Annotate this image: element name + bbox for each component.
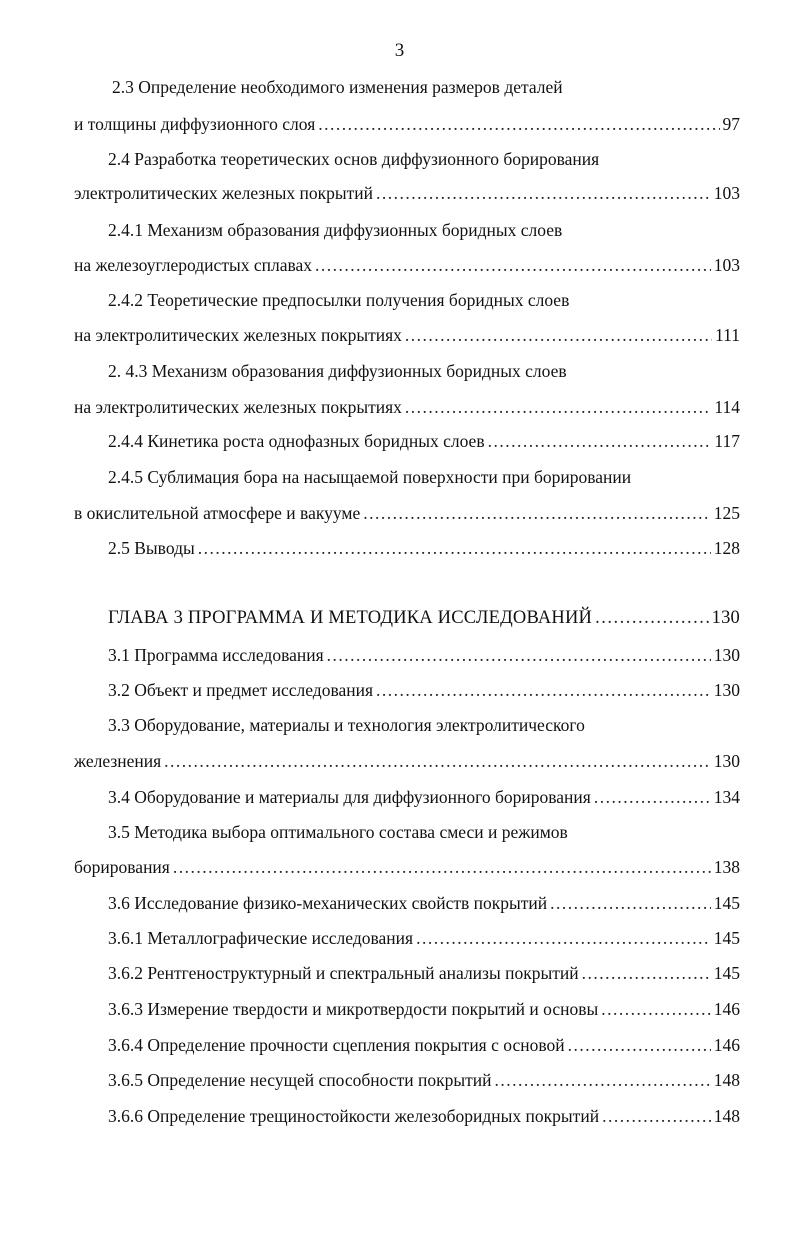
toc-entry-3-4-title: 3.4 Оборудование и материалы для диффузионного борирования (108, 787, 591, 807)
toc-entry-3-6-6-page: 148 (713, 1106, 740, 1126)
toc-entry-2-4-1-title: 2.4.1 Механизм образования диффузионных боридных слоев (108, 220, 563, 240)
toc-entry-2-4-5-line1 (108, 466, 740, 488)
page-number: 3 (394, 40, 405, 61)
toc-entry-3-6-2 (108, 962, 740, 984)
toc-entry-3-6-1-page: 145 (713, 928, 740, 948)
toc-entry-2-4-4 (108, 430, 740, 452)
toc-entry-2-4-1-page: 103 (713, 255, 740, 275)
toc-entry-2-3-line2 (74, 113, 740, 135)
toc-entry-3-1-page: 130 (713, 645, 740, 665)
toc-entry-3-6-3-page: 146 (713, 999, 740, 1019)
toc-entry-3-1 (108, 644, 740, 666)
toc-entry-2-4-4-title: 2.4.4 Кинетика роста однофазных боридных слоев (108, 431, 485, 451)
toc-entry-2-5 (108, 537, 740, 559)
toc-entry-2-4-5-title: 2.4.5 Сублимация бора на насыщаемой поверхности при борировании (108, 467, 632, 487)
toc-entry-2-4-5-title-cont: в окислительной атмосфере и вакууме (74, 503, 361, 523)
toc-entry-2-4-2-line2 (74, 324, 740, 346)
toc-entry-2-4-line1 (108, 148, 740, 170)
toc-entry-2-4-5-page: 125 (713, 503, 740, 523)
toc-entry-2-4-title: 2.4 Разработка теоретических основ диффузионного борирования (108, 149, 600, 169)
toc-entry-2-3-title: 2.3 Определение необходимого изменения размеров деталей (112, 77, 563, 97)
toc-entry-3-5-title-cont: борирования (74, 857, 170, 877)
dot-leader (405, 324, 712, 346)
toc-entry-2-5-title: 2.5 Выводы (108, 538, 195, 558)
dot-leader (363, 502, 711, 524)
dot-leader (198, 537, 711, 559)
toc-entry-2-4-1-title-cont: на железоуглеродистых сплавах (74, 255, 313, 275)
toc-entry-3-2-page: 130 (713, 680, 740, 700)
dot-leader (376, 182, 711, 204)
toc-entry-2-4-title-cont: электролитических железных покрытий (74, 183, 373, 203)
toc-entry-3-6-4-page: 146 (713, 1035, 740, 1055)
toc-entry-3-6-2-page: 145 (713, 963, 740, 983)
dot-leader (601, 998, 711, 1020)
toc-entry-2-5-page: 128 (713, 538, 740, 558)
toc-entry-2-4-3-title-cont: на электролитических железных покрытиях (74, 397, 402, 417)
toc-entry-3-2 (108, 679, 740, 701)
toc-entry-3-6-page: 145 (713, 893, 740, 913)
toc-entry-2-3-title-cont: и толщины диффузионного слоя (74, 114, 316, 134)
toc-entry-3-6-1-title: 3.6.1 Металлографические исследования (108, 928, 414, 948)
toc-entry-3-5-title: 3.5 Методика выбора оптимального состава смеси и режимов (108, 822, 568, 842)
toc-entry-2-4-page: 103 (713, 183, 740, 203)
toc-entry-3-6-6-title: 3.6.6 Определение трещиностойкости железоборидных покрытий (108, 1106, 600, 1126)
toc-entry-2-4-4-page: 117 (714, 431, 740, 451)
dot-leader (164, 750, 711, 772)
dot-leader (602, 1105, 711, 1127)
toc-entry-2-4-1-line1 (108, 219, 740, 241)
toc-entry-3-6-4 (108, 1034, 740, 1056)
toc-entry-3-6-title: 3.6 Исследование физико-механических свойств покрытий (108, 893, 548, 913)
toc-entry-3-6-5-title: 3.6.5 Определение несущей способности покрытий (108, 1070, 492, 1090)
dot-leader (416, 927, 711, 949)
toc-entry-3-6-6 (108, 1105, 740, 1127)
dot-leader (594, 786, 711, 808)
toc-entry-3-6-1 (108, 927, 740, 949)
toc-entry-2-4-2-title-cont: на электролитических железных покрытиях (74, 325, 402, 345)
toc-entry-3-6-3-title: 3.6.3 Измерение твердости и микротвердости покрытий и основы (108, 999, 599, 1019)
toc-entry-3-6-2-title: 3.6.2 Рентгеноструктурный и спектральный анализы покрытий (108, 963, 579, 983)
toc-entry-2-4-3-line2 (74, 396, 740, 418)
toc-entry-2-4-3-page: 114 (714, 397, 740, 417)
toc-entry-2-4-3-line1 (108, 360, 740, 382)
toc-chapter-3-title: ГЛАВА 3 ПРОГРАММА И МЕТОДИКА ИССЛЕДОВАНИЙ (108, 608, 593, 628)
toc-entry-2-4-2-title: 2.4.2 Теоретические предпосылки получения боридных слоев (108, 290, 570, 310)
dot-leader (405, 396, 711, 418)
dot-leader (376, 679, 711, 701)
dot-leader (495, 1069, 711, 1091)
toc-entry-3-6-4-title: 3.6.4 Определение прочности сцепления покрытия с основой (108, 1035, 565, 1055)
dot-leader (327, 644, 711, 666)
dot-leader (173, 856, 711, 878)
dot-leader (582, 962, 711, 984)
toc-entry-3-5-line2 (74, 856, 740, 878)
toc-entry-3-6-5-page: 148 (713, 1070, 740, 1090)
toc-entry-3-3-page: 130 (713, 751, 740, 771)
toc-chapter-3-page: 130 (711, 608, 740, 628)
toc-entry-2-3-page: 97 (722, 114, 740, 134)
toc-entry-2-3-line1 (112, 76, 740, 98)
toc-entry-2-4-3-title: 2. 4.3 Механизм образования диффузионных боридных слоев (108, 361, 567, 381)
toc-entry-2-4-2-line1 (108, 289, 740, 311)
toc-entry-3-6-5 (108, 1069, 740, 1091)
toc-entry-2-4-1-line2 (74, 254, 740, 276)
toc-entry-2-4-2-page: 111 (715, 325, 740, 345)
dot-leader (550, 892, 711, 914)
toc-chapter-3 (108, 607, 740, 629)
dot-leader (488, 430, 712, 452)
toc-entry-3-4 (108, 786, 740, 808)
toc-entry-3-5-page: 138 (713, 857, 740, 877)
dot-leader (318, 113, 719, 135)
dot-leader (568, 1034, 711, 1056)
toc-entry-3-3-line1 (108, 714, 740, 736)
toc-entry-3-6 (108, 892, 740, 914)
toc-entry-3-3-title: 3.3 Оборудование, материалы и технология электролитического (108, 715, 585, 735)
toc-entry-3-5-line1 (108, 821, 740, 843)
toc-entry-2-4-line2 (74, 182, 740, 204)
toc-entry-3-3-line2 (74, 750, 740, 772)
dot-leader (595, 607, 709, 629)
toc-entry-3-1-title: 3.1 Программа исследования (108, 645, 324, 665)
toc-entry-3-6-3 (108, 998, 740, 1020)
toc-entry-3-4-page: 134 (713, 787, 740, 807)
toc-entry-3-3-title-cont: железнения (74, 751, 162, 771)
toc-entry-2-4-5-line2 (74, 502, 740, 524)
dot-leader (315, 254, 711, 276)
toc-entry-3-2-title: 3.2 Объект и предмет исследования (108, 680, 374, 700)
